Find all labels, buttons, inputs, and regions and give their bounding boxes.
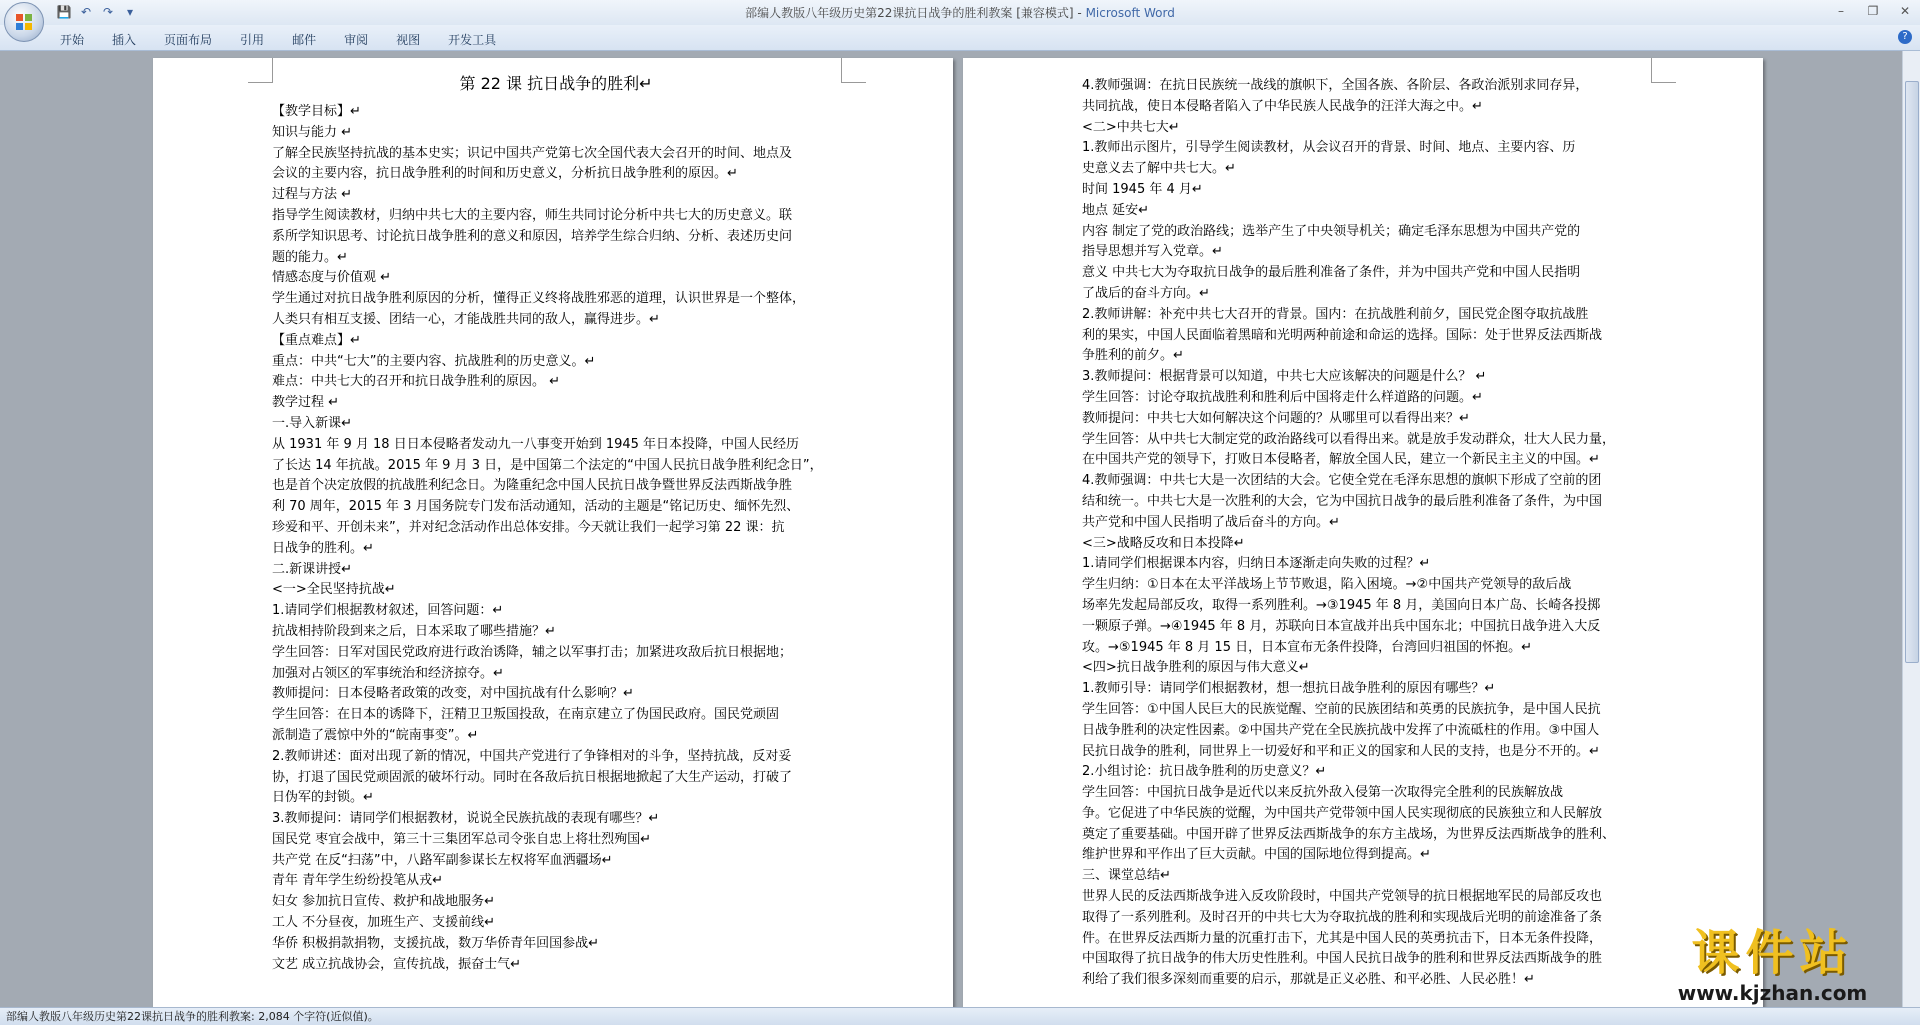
text-line: 三、课堂总结↵ xyxy=(1082,868,1171,884)
text-line: 题的能力。↵ xyxy=(272,249,348,265)
lesson-title: 第 22 课 抗日战争的胜利↵ xyxy=(459,74,653,93)
watermark-title: 课件站 xyxy=(1691,925,1854,981)
ribbon-tab[interactable]: 审阅 xyxy=(344,33,369,47)
office-logo-icon xyxy=(15,13,33,31)
text-line: 意义 中共七大为夺取抗日战争的最后胜利准备了条件，并为中国共产党和中国人民指明 xyxy=(1082,265,1581,281)
text-line: 取得了一系列胜利。及时召开的中共七大为夺取抗战的胜利和实现战后光明的前途准备了条 xyxy=(1082,909,1603,925)
text-line: 过程与方法 ↵ xyxy=(272,187,353,203)
text-line: <四>抗日战争胜利的原因与伟大意义↵ xyxy=(1082,660,1310,676)
text-line: 国民党 枣宜会战中，第三十三集团军总司令张自忠上将壮烈殉国↵ xyxy=(272,831,652,847)
text-line: 难点：中共七大的召开和抗日战争胜利的原因。 ↵ xyxy=(272,374,561,390)
text-line: 1.请同学们根据课本内容，归纳日本逐渐走向失败的过程？↵ xyxy=(1082,556,1431,572)
text-line: 学生通过对抗日战争胜利原因的分析，懂得正义终将战胜邪恶的道理，认识世界是一个整体， xyxy=(272,291,806,307)
text-line: 2.小组讨论：抗日战争胜利的历史意义？↵ xyxy=(1082,764,1327,780)
text-line: 时间 1945 年 4 月↵ xyxy=(1082,181,1203,197)
page-1[interactable] xyxy=(153,58,953,1008)
scrollbar-thumb[interactable] xyxy=(1905,81,1919,663)
status-bar xyxy=(0,1007,1920,1025)
window-controls xyxy=(1832,2,1914,20)
crop-mark-top-right xyxy=(1651,58,1676,83)
text-line: 利 70 周年，2015 年 3 月国务院专门发布活动通知，活动的主题是“铭记历史、缅怀先烈、 xyxy=(272,499,800,515)
ribbon-tab[interactable]: 页面布局 xyxy=(164,33,213,47)
text-line: 利给了我们很多深刻而重要的启示，那就是正义必胜、和平必胜、人民必胜！↵ xyxy=(1082,972,1535,988)
text-line: 在中国共产党的领导下，打败日本侵略者，解放全国人民，建立一个新民主主义的中国。↵ xyxy=(1082,452,1600,468)
help-icon[interactable]: ? xyxy=(1898,30,1912,44)
text-line: 日战争的胜利。↵ xyxy=(272,540,374,556)
text-line: 学生回答：从中共七大制定党的政治路线可以看得出来。就是放手发动群众，壮大人民力量， xyxy=(1082,431,1616,447)
text-line: 1.教师出示图片，引导学生阅读教材，从会议召开的背景、时间、地点、主要内容、历 xyxy=(1082,140,1576,156)
text-line: 了长达 14 年抗战。2015 年 9 月 3 日，是中国第二个法定的“中国人民抗日战争胜利纪念日”， xyxy=(272,457,823,473)
undo-icon[interactable]: ↶ xyxy=(80,5,92,19)
text-line: 人类只有相互支援、团结一心，才能战胜共同的敌人，赢得进步。↵ xyxy=(272,311,660,327)
text-line: 珍爱和平、开创未来”，并对纪念活动作出总体安排。今天就让我们一起学习第 22 课：抗 xyxy=(272,519,785,535)
text-line: 指导学生阅读教材，归纳中共七大的主要内容，师生共同讨论分析中共七大的历史意义。联 xyxy=(272,207,793,223)
document-workspace xyxy=(0,51,1920,1008)
text-line: 加强对占领区的军事统治和经济掠夺。↵ xyxy=(272,665,504,681)
text-line: <一>全民坚持抗战↵ xyxy=(272,582,396,598)
text-line: 【重点难点】↵ xyxy=(272,332,361,348)
text-line: 1.请同学们根据教材叙述，回答问题：↵ xyxy=(272,603,504,619)
text-line: 中国取得了抗日战争的伟大历史性胜利。中国人民抗日战争的胜利和世界反法西斯战争的胜 xyxy=(1082,951,1603,967)
text-line: 3.教师提问：根据背景可以知道，中共七大应该解决的问题是什么？ ↵ xyxy=(1082,369,1487,385)
text-line: 结和统一。中共七大是一次胜利的大会，它为中国抗日战争的最后胜利准备了条件，为中国 xyxy=(1082,493,1603,509)
ribbon-tab[interactable]: 邮件 xyxy=(292,33,317,47)
text-line: 知识与能力 ↵ xyxy=(272,124,353,140)
text-line: 教学过程 ↵ xyxy=(272,395,340,411)
page-2-lines xyxy=(1082,76,1650,991)
text-line: 教师提问：日本侵略者政策的改变，对中国抗战有什么影响？↵ xyxy=(272,686,634,702)
text-line: 史意义去了解中共七大。↵ xyxy=(1082,161,1236,177)
text-line: 一颗原子弹。→④1945 年 8 月，苏联向日本宣战并出兵中国东北；中国抗日战争进入大反 xyxy=(1082,618,1601,634)
text-line: 青年 青年学生纷纷投笔从戎↵ xyxy=(272,873,444,889)
text-line: 2.教师讲述：面对出现了新的情况，中国共产党进行了争锋相对的斗争，坚持抗战，反对妥 xyxy=(272,748,792,764)
text-line: 内容 制定了党的政治路线；选举产生了中央领导机关；确定毛泽东思想为中国共产党的 xyxy=(1082,223,1581,239)
office-button[interactable] xyxy=(4,2,44,42)
text-line: 了战后的奋斗方向。↵ xyxy=(1082,285,1210,301)
title-bar xyxy=(0,0,1920,26)
text-line: 会议的主要内容，抗日战争胜利的时间和历史意义，分析抗日战争胜利的原因。↵ xyxy=(272,166,738,182)
text-line: 共产党 在反“扫荡”中，八路军副参谋长左权将军血洒疆场↵ xyxy=(272,852,613,868)
ribbon-tabs xyxy=(48,29,512,50)
text-line: 重点：中共“七大”的主要内容、抗战胜利的历史意义。↵ xyxy=(272,353,596,369)
redo-icon[interactable]: ↷ xyxy=(102,5,114,19)
text-line: 从 1931 年 9 月 18 日日本侵略者发动九一八事变开始到 1945 年日本投降，中国人民经历 xyxy=(272,436,800,452)
text-line: 华侨 积极捐款捐物，支援抗战，数万华侨青年回国参战↵ xyxy=(272,935,600,951)
page-2[interactable] xyxy=(963,58,1763,1008)
text-line: 4.教师强调：在抗日民族统一战线的旗帜下，全国各族、各阶层、各政治派别求同存异， xyxy=(1082,78,1589,93)
maximize-icon[interactable]: ❐ xyxy=(1867,4,1879,18)
text-line: 地点 延安↵ xyxy=(1082,202,1150,218)
ribbon xyxy=(0,25,1920,51)
text-line: 工人 不分昼夜，加班生产、支援前线↵ xyxy=(272,915,496,931)
minimize-icon[interactable]: – xyxy=(1838,4,1844,18)
text-line: 派制造了震惊中外的“皖南事变”。↵ xyxy=(272,727,479,743)
watermark-logo xyxy=(1645,925,1900,1005)
text-line: 争。它促进了中华民族的觉醒，为中国共产党带领中国人民实现彻底的民族独立和人民解放 xyxy=(1082,805,1603,821)
text-line: 民抗日战争的胜利，同世界上一切爱好和平和正义的国家和人民的支持，也是分不开的。↵ xyxy=(1082,743,1600,759)
text-line: 文艺 成立抗战协会，宣传抗战，振奋士气↵ xyxy=(272,956,522,972)
text-line: <二>中共七大↵ xyxy=(1082,119,1180,135)
text-line: 情感态度与价值观 ↵ xyxy=(272,270,392,286)
text-line: 一.导入新课↵ xyxy=(272,415,353,431)
ribbon-tab[interactable]: 开始 xyxy=(60,33,85,47)
text-line: 学生回答：中国抗日战争是近代以来反抗外敌入侵第一次取得完全胜利的民族解放战 xyxy=(1082,785,1564,801)
text-line: 【教学目标】↵ xyxy=(272,104,361,119)
text-line: 了解全民族坚持抗战的基本史实；识记中国共产党第七次全国代表大会召开的时间、地点及 xyxy=(272,145,793,161)
window-title xyxy=(0,4,1920,21)
text-line: 学生回答：讨论夺取抗战胜利和胜利后中国将走什么样道路的问题。↵ xyxy=(1082,389,1483,405)
text-line: 维护世界和平作出了巨大贡献。中国的国际地位得到提高。↵ xyxy=(1082,847,1431,863)
text-line: 系所学知识思考、讨论抗日战争胜利的意义和原因，培养学生综合归纳、分析、表述历史问 xyxy=(272,228,793,244)
crop-mark-top-left xyxy=(248,58,273,83)
text-line: 学生回答：①中国人民巨大的民族觉醒、空前的民族团结和英勇的民族抗争，是中国人民抗 xyxy=(1082,701,1601,717)
crop-mark-top-right xyxy=(841,58,866,83)
vertical-scrollbar[interactable] xyxy=(1902,51,1920,1008)
text-line: 日战争胜利的决定性因素。②中国共产党在全民族抗战中发挥了中流砥柱的作用。③中国人 xyxy=(1082,722,1600,738)
ribbon-tab[interactable]: 开发工具 xyxy=(448,33,497,47)
text-line: 抗战相持阶段到来之后，日本采取了哪些措施？↵ xyxy=(272,623,556,639)
watermark-url: www.kjzhan.com xyxy=(1677,981,1868,1005)
page-2-content xyxy=(1082,76,1650,991)
text-line: 世界人民的反法西斯战争进入反攻阶段时，中国共产党领导的抗日根据地军民的局部反攻也 xyxy=(1082,889,1603,905)
app-name: Microsoft Word xyxy=(1085,6,1175,20)
text-line: 利的果实，中国人民面临着黑暗和光明两种前途和命运的选择。国际：处于世界反法西斯战 xyxy=(1082,327,1603,343)
text-line: 4.教师强调：中共七大是一次团结的大会。它使全党在毛泽东思想的旗帜下形成了空前的团 xyxy=(1082,473,1602,489)
text-line: 场率先发起局部反攻，取得一系列胜利。→③1945 年 8 月，美国向日本广岛、长崎各投掷 xyxy=(1082,597,1601,613)
text-line: 妇女 参加抗日宣传、救护和战地服务↵ xyxy=(272,894,496,910)
page-1-lines xyxy=(272,102,840,975)
text-line: 3.教师提问：请同学们根据教材，说说全民族抗战的表现有哪些？↵ xyxy=(272,811,660,827)
text-line: 学生回答：在日本的诱降下，汪精卫卫叛国投敌，在南京建立了伪国民政府。国民党顽固 xyxy=(272,707,780,723)
text-line: 奠定了重要基础。中国开辟了世界反法西斯战争的东方主战场，为世界反法西斯战争的胜利、 xyxy=(1082,826,1616,842)
text-line: 2.教师讲解：补充中共七大召开的背景。国内：在抗战胜利前夕，国民党企图夺取抗战胜 xyxy=(1082,306,1589,322)
text-line: 1.教师引导：请同学们根据教材，想一想抗日战争胜利的原因有哪些？↵ xyxy=(1082,681,1496,697)
text-line: 也是首个决定放假的抗战胜利纪念日。为隆重纪念中国人民抗日战争暨世界反法西斯战争胜 xyxy=(272,478,793,494)
text-line: 指导思想并写入党章。↵ xyxy=(1082,244,1223,260)
text-line: 学生归纳：①日本在太平洋战场上节节败退，陷入困境。→②中国共产党领导的敌后战 xyxy=(1082,577,1572,593)
ribbon-tab[interactable]: 视图 xyxy=(396,33,421,47)
text-line: 日伪军的封锁。↵ xyxy=(272,790,374,806)
customize-toolbar-icon[interactable]: ▾ xyxy=(126,5,134,19)
page-1-content xyxy=(272,70,840,975)
save-icon[interactable]: 💾 xyxy=(56,5,72,19)
text-line: 教师提问：中共七大如何解决这个问题的？从哪里可以看得出来？↵ xyxy=(1082,410,1470,426)
text-line: 二.新课讲授↵ xyxy=(272,561,353,577)
text-line: 争胜利的前夕。↵ xyxy=(1082,348,1184,364)
text-line: 攻。→⑤1945 年 8 月 15 日，日本宣布无条件投降，台湾回归祖国的怀抱。↵ xyxy=(1082,639,1532,655)
text-line: 协，打退了国民党顽固派的破坏行动。同时在各敌后抗日根据地掀起了大生产运动，打破了 xyxy=(272,769,793,785)
ribbon-tab[interactable]: 引用 xyxy=(240,33,265,47)
text-line: 共同抗战，使日本侵略者陷入了中华民族人民战争的汪洋大海之中。↵ xyxy=(1082,98,1483,114)
document-name: 部编人教版八年级历史第22课抗日战争的胜利教案 [兼容模式] - xyxy=(745,6,1086,20)
close-icon[interactable]: ✕ xyxy=(1899,4,1911,18)
status-word-count: 部编人教版八年级历史第22课抗日战争的胜利教案: 2,084 个字符(近似值)。 xyxy=(6,1010,379,1023)
text-line: 学生回答：日军对国民党政府进行政治诱降，辅之以军事打击；加紧进攻敌后抗日根据地； xyxy=(272,644,793,660)
text-line: 共产党和中国人民指明了战后奋斗的方向。↵ xyxy=(1082,514,1340,530)
ribbon-tab[interactable]: 插入 xyxy=(112,33,137,47)
text-line: 件。在世界反法西斯力量的沉重打击下，尤其是中国人民的英勇抗击下，日本无条件投降， xyxy=(1082,930,1603,946)
text-line: <三>战略反攻和日本投降↵ xyxy=(1082,535,1245,551)
